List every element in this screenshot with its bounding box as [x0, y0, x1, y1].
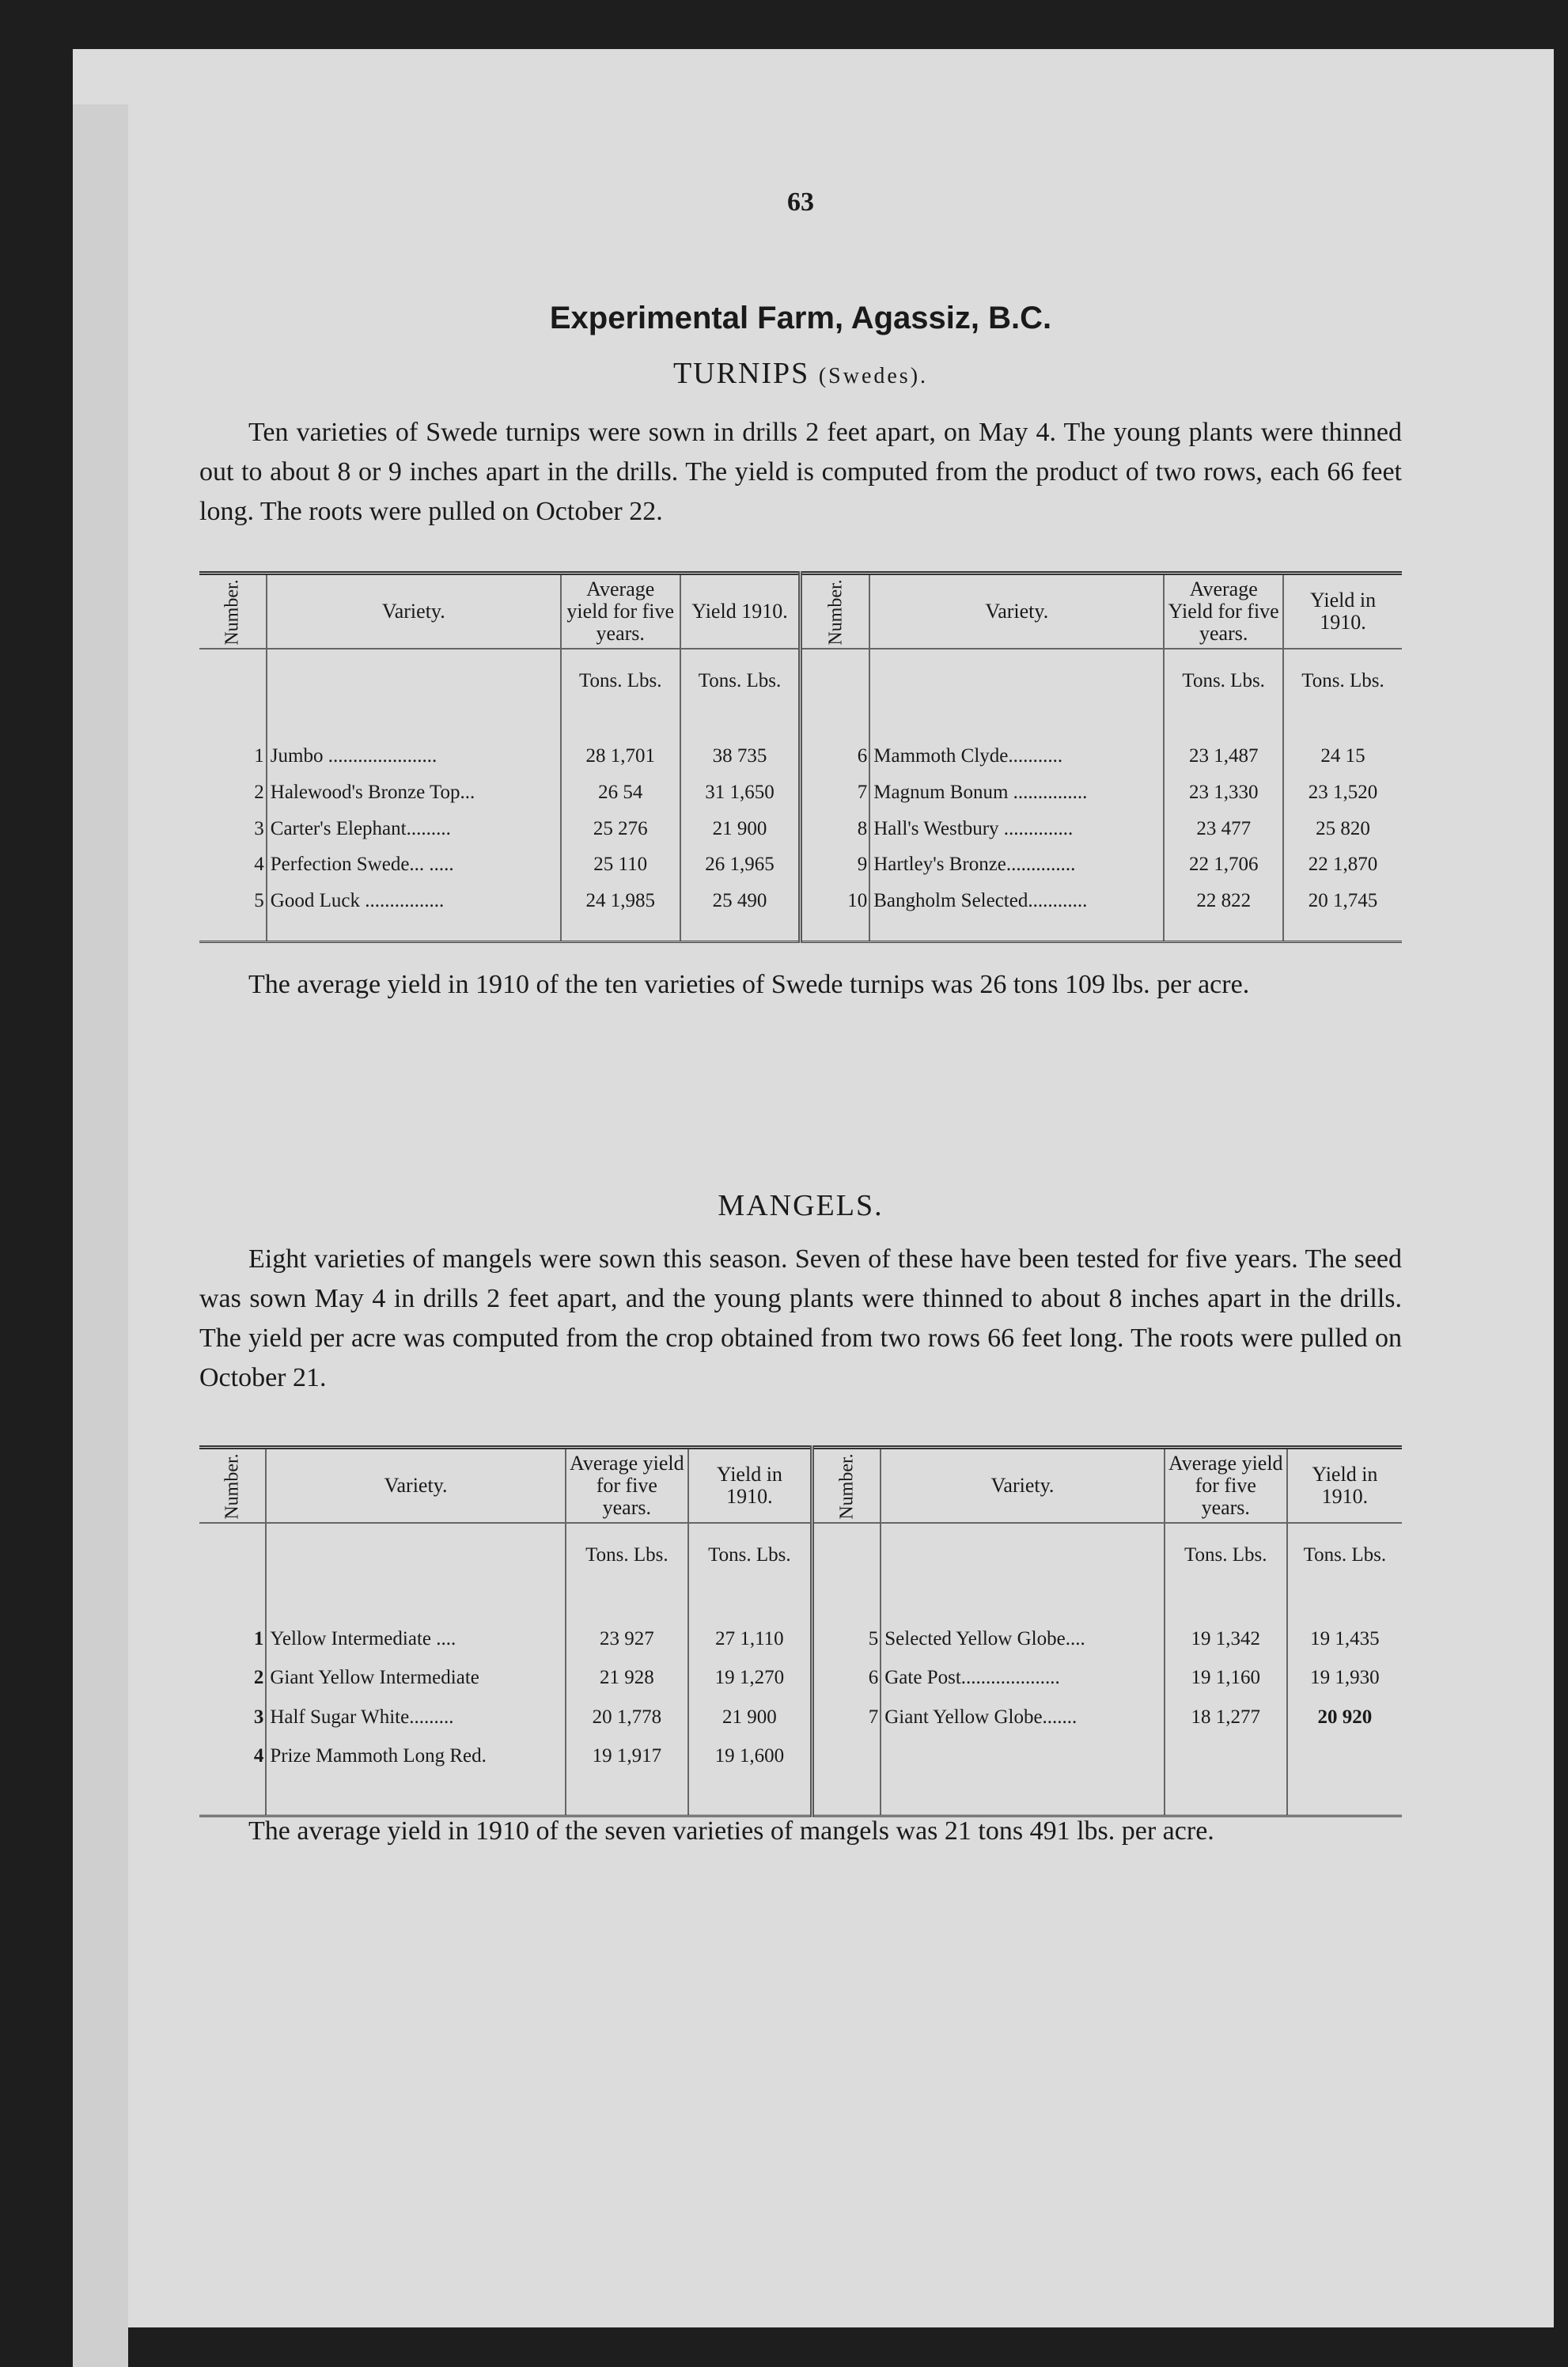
row-number: 2 [199, 1667, 266, 1706]
average-yield: 28 1,701 [561, 745, 680, 782]
turnips-units: Tons. Lbs. [680, 649, 801, 745]
average-yield: 23 1,330 [1164, 782, 1283, 818]
row-number: 7 [812, 1706, 881, 1745]
average-yield: 23 1,487 [1164, 745, 1283, 782]
average-yield: 22 1,706 [1164, 854, 1283, 890]
mangels-intro: Eight varieties of mangels were sown this season. Seven of these have been tested for five years. The seed was sown May 4 in drills 2 feet apart, and the young plants were thinned to about 8 inches apart in the drills. The yield per acre was computed from the crop obtained from two rows 66 feet long. The roots were pulled on October 21. [199, 1244, 1402, 1392]
row-number: 4 [199, 1745, 266, 1785]
yield-1910: 31 1,650 [680, 782, 801, 818]
turnips-summary: The average yield in 1910 of the ten varieties of Swede turnips was 26 tons 109 lbs. per acre. [248, 970, 1250, 999]
variety-name: Carter's Elephant......... [267, 818, 561, 854]
turnips-table [199, 571, 1402, 943]
table-row [199, 782, 1402, 818]
mangels-header-yield: Yield in 1910. [688, 1448, 812, 1524]
variety-name: Mammoth Clyde........... [869, 745, 1164, 782]
facing-page-edge [73, 104, 128, 2367]
mangels-units: Tons. Lbs. [1303, 1544, 1387, 1566]
row-number: 6 [812, 1667, 881, 1706]
variety-name: Magnum Bonum ............... [869, 782, 1164, 818]
turnips-header-yield-2: Yield in 1910. [1283, 574, 1402, 650]
mangels-header-yield-2: Yield in 1910. [1287, 1448, 1402, 1524]
variety-name [881, 1745, 1164, 1785]
variety-name: Perfection Swede... ..... [267, 854, 561, 890]
mangels-header-number-2: Number. [812, 1448, 881, 1524]
mangels-table [199, 1445, 1402, 1817]
row-number: 1 [199, 1628, 266, 1667]
yield-1910: 21 900 [688, 1706, 812, 1745]
table-row [199, 818, 1402, 854]
row-number: 4 [199, 854, 267, 890]
average-yield: 26 54 [561, 782, 680, 818]
variety-name: Hartley's Bronze.............. [869, 854, 1164, 890]
variety-name: Jumbo ...................... [267, 745, 561, 782]
row-number: 10 [801, 890, 869, 926]
turnips-header-number-2: Number. [801, 574, 869, 650]
average-yield: 25 276 [561, 818, 680, 854]
average-yield [1165, 1745, 1287, 1785]
yield-1910: 21 900 [680, 818, 801, 854]
yield-1910 [1287, 1745, 1402, 1785]
yield-1910: 19 1,600 [688, 1745, 812, 1785]
row-number: 8 [801, 818, 869, 854]
yield-1910: 27 1,110 [688, 1628, 812, 1667]
mangels-header-number: Number. [199, 1448, 266, 1524]
mangels-units: Tons. Lbs. [1165, 1523, 1287, 1628]
yield-1910: 24 15 [1320, 745, 1365, 767]
variety-name: Selected Yellow Globe.... [881, 1628, 1164, 1667]
yield-1910: 38 735 [680, 745, 801, 782]
turnips-intro: Ten varieties of Swede turnips were sown in drills 2 feet apart, on May 4. The young plants were thinned out to about 8 or 9 inches apart in the drills. The yield is computed from the product of two rows, each 66 feet long. The roots were pulled on October 22. [199, 418, 1402, 526]
turnips-header-variety: Variety. [267, 574, 561, 650]
mangels-header-variety: Variety. [266, 1448, 565, 1524]
average-yield: 19 1,917 [566, 1745, 688, 1785]
row-number: 3 [199, 1706, 266, 1745]
variety-name: Prize Mammoth Long Red. [266, 1745, 565, 1785]
table-row [199, 1628, 1402, 1667]
yield-1910: 19 1,435 [1310, 1627, 1380, 1649]
variety-name: Half Sugar White......... [266, 1706, 565, 1745]
table-row [199, 1667, 1402, 1706]
mangels-units: Tons. Lbs. [566, 1523, 688, 1628]
variety-name: Yellow Intermediate .... [266, 1628, 565, 1667]
yield-1910: 26 1,965 [680, 854, 801, 890]
average-yield: 22 822 [1164, 890, 1283, 926]
average-yield: 19 1,342 [1165, 1628, 1287, 1667]
mangels-summary: The average yield in 1910 of the seven varieties of mangels was 21 tons 491 lbs. per acre. [248, 1816, 1214, 1846]
row-number: 1 [199, 745, 267, 782]
row-number: 7 [801, 782, 869, 818]
turnips-header-number: Number. [199, 574, 267, 650]
yield-1910: 20 1,745 [1308, 889, 1378, 911]
table-row [199, 890, 1402, 926]
row-number [812, 1745, 881, 1785]
average-yield: 24 1,985 [561, 890, 680, 926]
average-yield: 23 477 [1164, 818, 1283, 854]
yield-1910: 25 820 [1316, 817, 1370, 839]
row-number: 5 [812, 1628, 881, 1667]
turnips-header-average-2: Average Yield for five years. [1164, 574, 1283, 650]
average-yield: 19 1,160 [1165, 1667, 1287, 1706]
average-yield: 23 927 [566, 1628, 688, 1667]
mangels-units: Tons. Lbs. [688, 1523, 812, 1628]
variety-name: Giant Yellow Intermediate [266, 1667, 565, 1706]
page-heading: Experimental Farm, Agassiz, B.C. [549, 301, 1052, 335]
variety-name: Good Luck ................ [267, 890, 561, 926]
row-number: 3 [199, 818, 267, 854]
turnips-units: Tons. Lbs. [561, 649, 680, 745]
average-yield: 20 1,778 [566, 1706, 688, 1745]
mangels-header-average: Average yield for five years. [566, 1448, 688, 1524]
yield-1910: 19 1,270 [688, 1667, 812, 1706]
variety-name: Hall's Westbury .............. [869, 818, 1164, 854]
table-row [199, 854, 1402, 890]
yield-1910: 19 1,930 [1310, 1667, 1380, 1689]
yield-1910: 25 490 [680, 890, 801, 926]
yield-1910: 23 1,520 [1308, 781, 1378, 803]
yield-1910: 20 920 [1317, 1706, 1373, 1728]
variety-name: Halewood's Bronze Top... [267, 782, 561, 818]
row-number: 6 [801, 745, 869, 782]
turnips-units: Tons. Lbs. [1164, 649, 1283, 745]
turnips-units: Tons. Lbs. [1301, 670, 1384, 691]
variety-name: Gate Post.................... [881, 1667, 1164, 1706]
table-row [199, 1706, 1402, 1745]
row-number: 2 [199, 782, 267, 818]
average-yield: 18 1,277 [1165, 1706, 1287, 1745]
variety-name: Bangholm Selected............ [869, 890, 1164, 926]
variety-name: Giant Yellow Globe....... [881, 1706, 1164, 1745]
mangels-header-average-2: Average yield for five years. [1165, 1448, 1287, 1524]
page-number: 63 [787, 187, 814, 217]
turnips-header-variety-2: Variety. [869, 574, 1164, 650]
turnips-title-main: TURNIPS [672, 357, 810, 390]
turnips-header-yield: Yield 1910. [680, 574, 801, 650]
mangels-title: MANGELS. [718, 1189, 884, 1222]
turnips-title-small: (Swedes). [818, 364, 929, 388]
average-yield: 21 928 [566, 1667, 688, 1706]
mangels-header-variety-2: Variety. [881, 1448, 1164, 1524]
row-number: 5 [199, 890, 267, 926]
row-number: 9 [801, 854, 869, 890]
average-yield: 25 110 [561, 854, 680, 890]
document-page [73, 49, 1554, 2327]
turnips-title [199, 356, 1402, 391]
turnips-header-average: Average yield for five years. [561, 574, 680, 650]
yield-1910: 22 1,870 [1308, 854, 1378, 876]
table-row [199, 1745, 1402, 1785]
table-row [199, 745, 1402, 782]
